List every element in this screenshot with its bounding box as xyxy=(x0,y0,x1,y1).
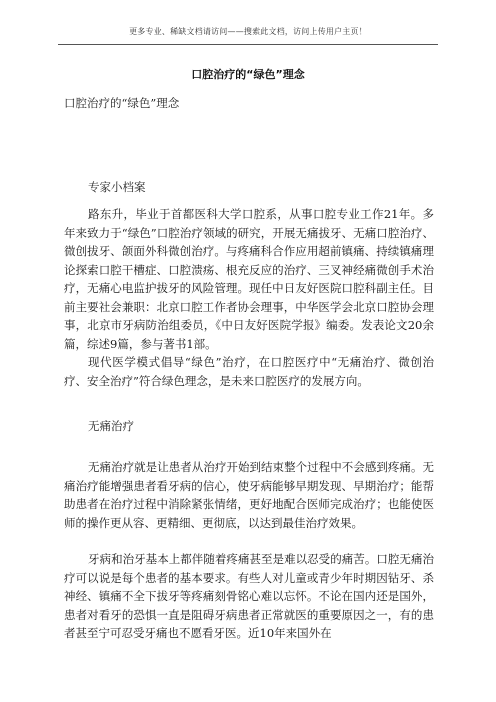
document-title: 口腔治疗的“绿色”理念 xyxy=(191,68,305,81)
section-heading-painless-treatment: 无痛治疗 xyxy=(88,419,134,433)
paragraph-green-concept: 现代医学模式倡导“绿色”治疗，在口腔医疗中“无痛治疗、微创治疗、安全治疗”符合绿色理念，是未来口腔医疗的发展方向。 xyxy=(64,355,434,388)
header-divider xyxy=(58,44,438,45)
paragraph-dental-pain: 牙病和治牙基本上都伴随着疼痛甚至是难以忍受的痛苦。口腔无痛治疗可以说是每个患者的基本要求。有些人对儿童或青少年时期因钻牙、杀神经、镇痛不全下拔牙等疼痛刻骨铭心难以忘怀。不论在国内还是国外，患者对看牙的恐惧一直是阻碍牙病患者正常就医的重要原因之一，有的患者甚至宁可忍受牙痛也不愿看牙医。近10年来国外在 xyxy=(64,552,434,640)
document-subtitle: 口腔治疗的“绿色”理念 xyxy=(64,96,180,110)
section-heading-expert-profile: 专家小档案 xyxy=(88,180,146,194)
running-header: 更多专业、稀缺文档请访问——搜索此文档，访问上传用户主页！ xyxy=(129,27,367,36)
paragraph-painless-definition: 无痛治疗就是让患者从治疗开始到结束整个过程中不会感到疼痛。无痛治疗能增强患者看牙病的信心，使牙病能够早期发现、早期治疗；能帮助患者在治疗过程中消除紧张情绪，更好地配合医师完成治疗；也能使医师的操作更从容、更精细、更彻底，以达到最佳治疗效果。 xyxy=(64,460,434,530)
paragraph-expert-bio: 路东升，毕业于首都医科大学口腔系，从事口腔专业工作21年。多年来致力于“绿色”口腔治疗领域的研究，开展无痛拔牙、无痛口腔治疗、微创拔牙、颌面外科微创治疗。与疼痛科合作应用超前镇痛、持续镇痛理论探索口腔干槽症、口腔溃疡、根充反应的治疗、三叉神经痛微创手术治疗，无痛心电监护拔牙的风险管理。现任中日友好医院口腔科副主任。目前主要社会兼职：北京口腔工作者协会理事，中华医学会北京口腔协会理事，北京市牙病防治组委员，《中日友好医院学报》编委。发表论文20余篇，综述9篇，参与著书1部。 xyxy=(64,207,434,351)
